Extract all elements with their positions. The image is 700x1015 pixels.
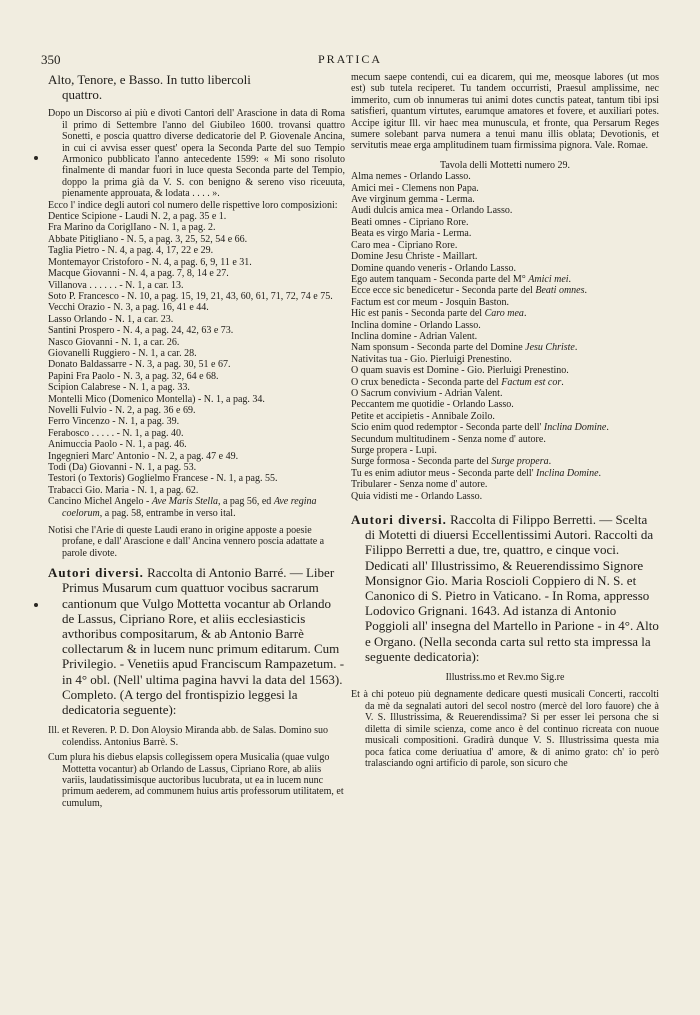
berretti-entry <box>351 512 659 664</box>
author-entry: Ingegnieri Marc' Antonio - N. 2, a pag. 47 e 49. <box>48 450 239 462</box>
author-entry: Dentice Scipione - Laudi N. 2, a pag. 35 e 1. <box>48 211 227 223</box>
motet-title: Caro mea <box>484 308 524 320</box>
motet-text: Alma nemes - Orlando Lasso. <box>351 171 471 183</box>
motet-entry <box>351 194 659 205</box>
motet-entry <box>351 320 659 331</box>
author-entry: Lasso Orlando - N. 1, a car. 23. <box>48 313 174 325</box>
motet-entry <box>351 491 659 502</box>
author-entry: Donato Baldassarre - N. 3, a pag. 30, 51 e 67. <box>48 359 231 371</box>
author-entry: Soto P. Francesco - N. 10, a pag. 15, 19, 21, 43, 60, 61, 71, 72, 74 e 75. <box>48 290 333 302</box>
motet-text: Inclina domine - Adrian Valent. <box>351 330 478 342</box>
author-entry: Todi (Da) Giovanni - N. 1, a pag. 53. <box>48 462 197 473</box>
top-line: Alto, Tenore, e Basso. In tutto libercoli <box>48 72 251 87</box>
motet-text: O quam suavis est Domine - Gio. Pierluigi Prenestino. <box>351 365 569 377</box>
motet-entry <box>351 308 659 319</box>
salutation: Ill. et Reveren. P. D. Don Aloysio Miranda abb. de Salas. Domino suo colendiss. Antonius Barrè. S. <box>48 725 328 748</box>
author-entry <box>48 496 345 519</box>
index-intro: Ecco l' indice degli autori col numero delle rispettive loro composizioni: <box>48 199 338 211</box>
entry-lead: Autori diversi. <box>48 565 144 581</box>
motet-text: Ecce ecce sic benedicetur - Seconda parte del <box>351 285 536 297</box>
dedication-text: Cum plura his diebus elapsis collegissem opera Musicalia (quae vulgo Mottetta vocantur) ab Orlando de Lassus, Cipriano Rore, ab aliis variis, laudatissimisque auctoribus lucubrata, ut ea in lucem nunc primum aederem, ad communem huius artis professorum utilitatem, et cumulum, <box>48 752 344 809</box>
motet-text: O Sacrum convivium - Adrian Valent. <box>351 387 503 399</box>
motet-text: Beati omnes - Cipriano Rore. <box>351 216 469 228</box>
motet-entry <box>351 217 659 228</box>
motet-title: Beati omnes <box>535 285 585 297</box>
motet-entry <box>351 183 659 194</box>
motet-text: . <box>574 342 578 354</box>
dedication-continuation: mecum saepe contendi, cui ea dicarem, qui me, meosque labores (ut mos est) sub tutela reciperet. Tu tandem occurristi, Praesul amplissime, nec immerito, cum ob innumeras tui animi dotes cunctis pateat, tantum tibi ipsi satisfieri, quantum virtutes, earumque amatores et fovere, et auxiliari potes. Accipe igitur Ill. vir haec mea munuscula, et fronte, qua Persarum Reges sumere solebant parva numera a tenui manu illis oblata; Devotionis, et servitutis meae erga amplitudinem tuam firmissima pignora. Vale. Romae. <box>351 72 659 152</box>
letter-address: Illustriss.mo et Rev.mo Sig.re <box>445 672 565 684</box>
motet-text: Petite et accipietis - Annibale Zoilo. <box>351 410 495 422</box>
page-number: 350 <box>41 52 61 67</box>
barre-entry <box>48 565 345 717</box>
motet-entry <box>351 434 659 445</box>
motet-text: . <box>584 285 587 297</box>
motet-text: Nativitas tua - Gio. Pierluigi Prenestino. <box>351 353 512 365</box>
motet-entry <box>351 240 659 251</box>
margin-dot <box>34 603 38 607</box>
motet-text: Domine quando veneris - Orlando Lasso. <box>351 262 516 274</box>
author-entry: Montelli Mico (Domenico Montella) - N. 1, a pag. 34. <box>48 393 265 405</box>
motet-text: Audi dulcis amica mea - Orlando Lasso. <box>351 205 513 217</box>
motet-text: Scio enim quod redemptor - Seconda parte dell' <box>351 422 544 434</box>
motet-entry <box>351 263 659 274</box>
author-entry: Giovanelli Ruggiero - N. 1, a car. 28. <box>48 347 197 359</box>
entry-title: Ave Maris Stella <box>151 496 218 508</box>
motets-list <box>351 171 659 502</box>
entry-text: Cancino Michel Angelo - <box>48 496 152 508</box>
running-title: PRATICA <box>317 52 382 66</box>
motet-entry <box>351 285 659 296</box>
entry-text: , a pag 56, ed <box>217 496 274 508</box>
motet-text: Quia vidisti me - Orlando Lasso. <box>351 490 483 502</box>
entry-lead: Autori diversi. <box>351 512 447 528</box>
motet-text: Domine Jesu Christe - Maillart. <box>351 251 478 263</box>
author-entry: Testori (o Textoris) Goglielmo Francese - N. 1, a pag. 55. <box>48 473 278 485</box>
letter-text: Et à chi poteuo più degnamente dedicare questi musicali Concerti, raccolti da mè da segnalati autori del secol nostro (mercè del loro fauore) che à V. S. Illustrissima, & Reuerendissima? Si per esser lei persona che si diletta di simile scienza, come anco è del continuo ricreata con nuoue musicali compositioni. Gradirà dunque V. S. Illustrissima questa mia poca fatica come deriuatiua d' amore, & di animo grato: ch' io però tralasciando ogni artificio di parole, son sicuro che <box>351 689 659 769</box>
author-entry: Fra Marino da CoriglIano - N. 1, a pag. 2. <box>48 222 216 234</box>
entry-body: Raccolta di Antonio Barré. — Liber Primus Musarum cum quattuor vocibus sacrarum cantionum que Vulgo Mottetta vocantur ab Orlando de Lassus, Cipriano Rore, et aliis ecclesiasticis avthoribus compositarum, & ab Antonio Barrè collectarum & in lucem nunc primum editarum. Cum Privilegio. - Venetiis apud Franciscum Rampazetum. - in 4° obl. (Nell' ultima pagina havvi la data del 1563). Completo. (A tergo del frontispizio leggesi la dedicatoria seguente): <box>62 565 345 718</box>
motet-text: O crux benedicta - Seconda parte del <box>351 376 502 388</box>
author-entry: Scipion Calabrese - N. 1, a pag. 33. <box>48 382 190 394</box>
motet-text: . <box>523 308 527 320</box>
motet-title: Factum est cor <box>501 376 562 388</box>
author-index-list <box>48 211 345 519</box>
left-column <box>48 72 345 809</box>
author-entry: Vecchi Orazio - N. 3, a pag. 16, 41 e 44. <box>48 302 209 314</box>
motet-text: Amici mei - Clemens non Papa. <box>351 182 479 194</box>
motet-text: Beata es virgo Maria - Lerma. <box>351 228 472 240</box>
motet-text: Tu es enim adiutor meus - Seconda parte dell' <box>351 467 537 479</box>
motet-text: Caro mea - Cipriano Rore. <box>351 239 458 251</box>
motet-text: Ave virginum gemma - Lerma. <box>351 194 475 206</box>
motet-entry <box>351 228 659 239</box>
motet-entry <box>351 297 659 308</box>
motet-text: . <box>606 422 609 434</box>
margin-dot <box>34 156 38 160</box>
motet-text: Surge formosa - Seconda parte del <box>351 456 492 468</box>
motet-entry <box>351 422 659 433</box>
motet-entry <box>351 205 659 216</box>
motet-entry <box>351 377 659 388</box>
author-entry: Santini Prospero - N. 4, a pag. 24, 42, 63 e 73. <box>48 325 234 337</box>
page-header <box>0 52 700 72</box>
author-entry: Nasco Giovanni - N. 1, a car. 26. <box>48 336 180 348</box>
motet-entry <box>351 468 659 479</box>
motet-title: Jesu Christe <box>525 342 575 354</box>
right-column <box>351 72 659 769</box>
motet-entry <box>351 388 659 399</box>
motet-entry <box>351 331 659 342</box>
motet-title: Inclina Domine <box>536 467 599 479</box>
motet-text: Ego autem tanquam - Seconda parte del M° <box>351 273 529 285</box>
motet-title: Inclina Domine <box>543 422 607 434</box>
motet-title: Amici mei <box>528 273 569 285</box>
author-entry: Macque Giovanni - N. 4, a pag. 7, 8, 14 e 27. <box>48 268 229 280</box>
motet-text: Nam sponsum - Seconda parte del Domine <box>351 342 526 354</box>
motet-text: . <box>561 376 564 388</box>
motet-text: . <box>568 273 572 285</box>
preface-paragraph: Dopo un Discorso ai più e divoti Cantori dell' Arascione in data di Roma il primo di Settembre l'anno del Giubileo 1600. trovansi quattro Sonetti, e poscia quattro diverse dedicatorie del P. Giovenale Ancina, in cui ci avvisa esser quest' opera la Seconda Parte del suo Tempio Armonico pubblicato l'anno antecedente 1599: « Mi sono risoluto finalmente di mandar fuori in luce questa Seconda parte del Tempio, doppo la prima già da V. S. con benigno & sereno viso riceuuta, pienamente approuata, & lodata . . . . ». <box>48 108 345 200</box>
motet-entry <box>351 354 659 365</box>
motet-text: Peccantem me quotidie - Orlando Lasso. <box>351 399 514 411</box>
motet-entry <box>351 479 659 490</box>
motet-text: Surge propera - Lupi. <box>351 445 437 456</box>
motet-entry <box>351 445 659 456</box>
motet-text: Factum est cor meum - Josquin Baston. <box>351 296 510 308</box>
author-entry: Abbate Pitigliano - N. 5, a pag. 3, 25, 52, 54 e 66. <box>48 233 248 245</box>
author-entry: Montemayor Cristoforo - N. 4, a pag. 6, 9, 11 e 31. <box>48 256 252 268</box>
motet-entry <box>351 411 659 422</box>
motet-text: Inclina domine - Orlando Lasso. <box>351 319 481 331</box>
entry-title: Ave regina coelorum <box>62 496 317 519</box>
motet-text: . <box>598 467 602 479</box>
motet-entry <box>351 274 659 285</box>
motet-text: Hic est panis - Seconda parte del <box>351 308 485 320</box>
motet-entry <box>351 456 659 467</box>
motet-entry <box>351 251 659 262</box>
motet-title: Surge propera <box>491 456 549 468</box>
motet-entry <box>351 365 659 376</box>
motet-text: . <box>548 456 552 468</box>
motet-entry <box>351 171 659 182</box>
motets-table-title: Tavola delli Mottetti numero 29. <box>439 159 571 171</box>
note-paragraph: Notisi che l'Arie di queste Laudi erano in origine apposte a poesie profane, e dall' Arascione e dall' Ancina vennero poscia adattate a parole divote. <box>48 525 325 559</box>
author-entry: Taglia Pietro - N. 4, a pag. 4, 17, 22 e 29. <box>48 245 214 257</box>
author-entry: Ferabosco . . . . . - N. 1, a pag. 40. <box>48 427 184 439</box>
motet-text: Secundum multitudinem - Senza nome d' autore. <box>351 433 546 445</box>
motet-text: Tribularer - Senza nome d' autore. <box>351 479 488 491</box>
author-entry: Novelli Fulvio - N. 2, a pag. 36 e 69. <box>48 404 196 416</box>
entry-body: Raccolta di Filippo Berretti. — Scelta di Motetti di diuersi Eccellentissimi Autori. Raccolti da Filippo Berretti a due, tre, quattro, e cinque voci. Dedicati all' Illustrissimo, & Reuerendissimo Signore Monsignor Gio. Maria Roscioli Coppiero di N. S. et Canonico di S. Pietro in Vaticano. - In Roma, appresso Lodovico Grignani. 1643. Ad istanza di Antonio Poggioli all' insegna del Martello in Parione - in 4°. Alto e Organo. (Nella seconda carta sul retto sta impressa la seguente dedicatoria): <box>365 512 659 664</box>
top-line: quattro. <box>62 87 103 103</box>
motet-entry <box>351 342 659 353</box>
author-entry: Trabacci Gio. Maria - N. 1, a pag. 62. <box>48 484 199 496</box>
motet-entry <box>351 399 659 410</box>
author-entry: Ferro Vincenzo - N. 1, a pag. 39. <box>48 416 180 428</box>
author-entry: Animuccia Paolo - N. 1, a pag. 46. <box>48 439 187 451</box>
entry-text: , a pag. 58, entrambe in verso ital. <box>99 507 236 519</box>
author-entry: Papini Fra Paolo - N. 3, a pag. 32, 64 e 68. <box>48 370 219 382</box>
author-entry: Villanova . . . . . . - N. 1, a car. 13. <box>48 279 184 291</box>
